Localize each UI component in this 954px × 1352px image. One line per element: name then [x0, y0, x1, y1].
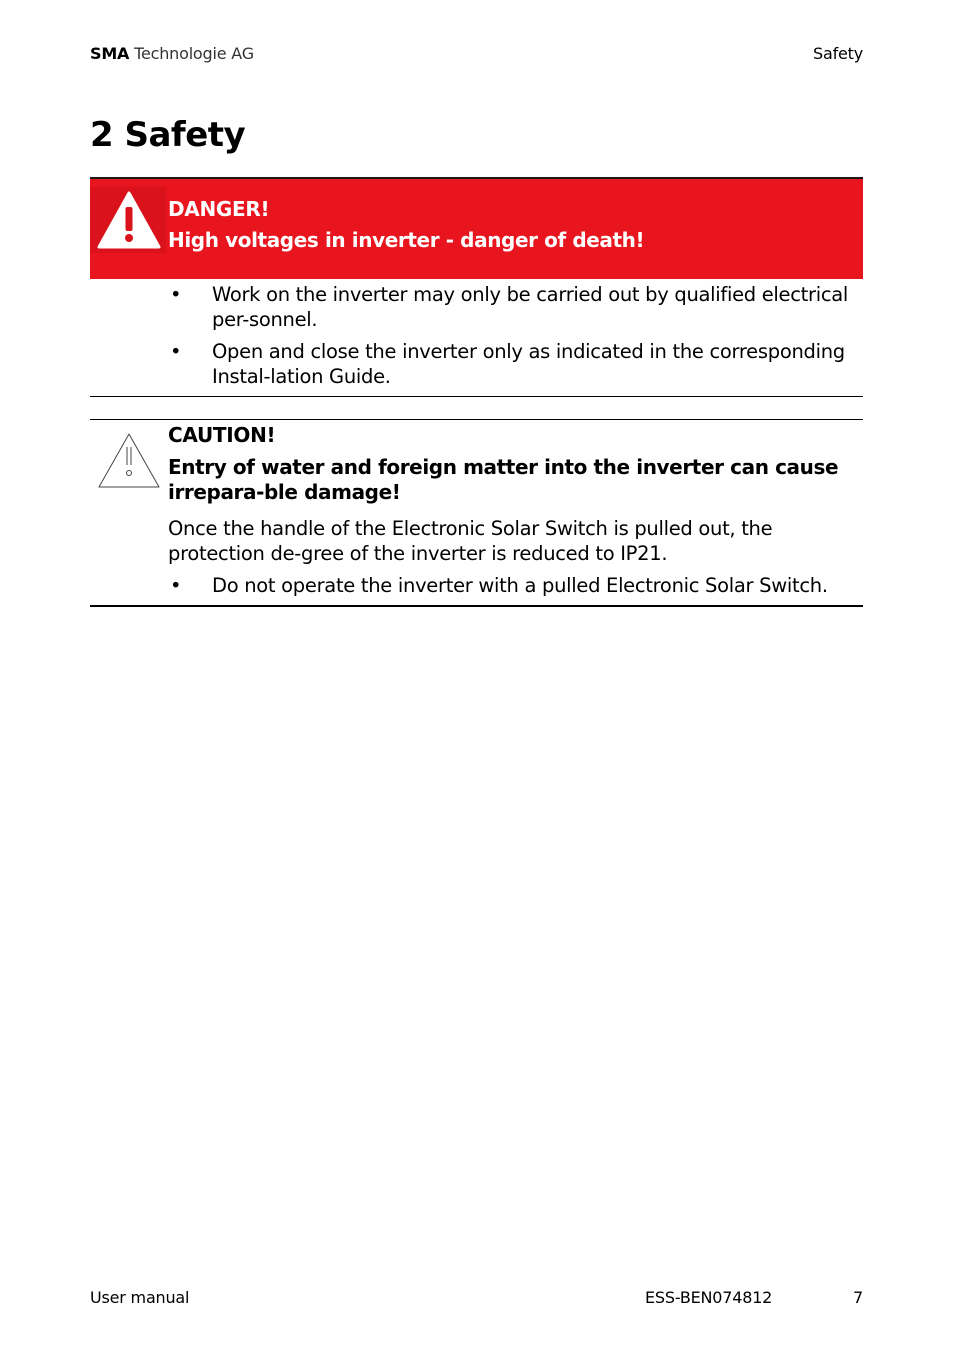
company-name: [90, 44, 254, 63]
page-number: 7: [853, 1288, 863, 1307]
divider: [90, 605, 863, 607]
brand-name: SMA: [90, 44, 130, 63]
danger-icon-area: [90, 187, 166, 253]
divider: [90, 396, 863, 397]
page-footer: [90, 1288, 863, 1310]
caution-triangle-icon: [96, 431, 162, 491]
page-header: [90, 44, 863, 66]
danger-label: DANGER!: [168, 197, 270, 221]
divider: [90, 419, 863, 420]
caution-instructions: [168, 573, 863, 605]
list-item: • Work on the inverter may only be carried out by qualified electrical per-sonnel.: [168, 282, 863, 332]
danger-notice: [90, 177, 863, 279]
section-name: Safety: [813, 44, 863, 63]
warning-triangle-icon: [96, 189, 162, 251]
chapter-title: 2 Safety: [90, 115, 246, 155]
list-item: • Open and close the inverter only as indicated in the corresponding Instal-lation Guide.: [168, 339, 863, 389]
danger-headline: High voltages in inverter - danger of death!: [168, 228, 645, 252]
caution-body: Once the handle of the Electronic Solar Switch is pulled out, the protection de-gree of the inverter is reduced to IP21.: [168, 517, 773, 565]
caution-headline: Entry of water and foreign matter into the inverter can cause irrepara-ble damage!: [168, 455, 839, 504]
list-item: • Do not operate the inverter with a pulled Electronic Solar Switch.: [168, 573, 863, 598]
caution-label: CAUTION!: [168, 423, 276, 447]
footer-doc-number: ESS-BEN074812: [645, 1288, 773, 1307]
company-suffix: Technologie AG: [134, 44, 254, 63]
footer-doc-type: User manual: [90, 1288, 190, 1307]
danger-instructions: [168, 282, 863, 396]
